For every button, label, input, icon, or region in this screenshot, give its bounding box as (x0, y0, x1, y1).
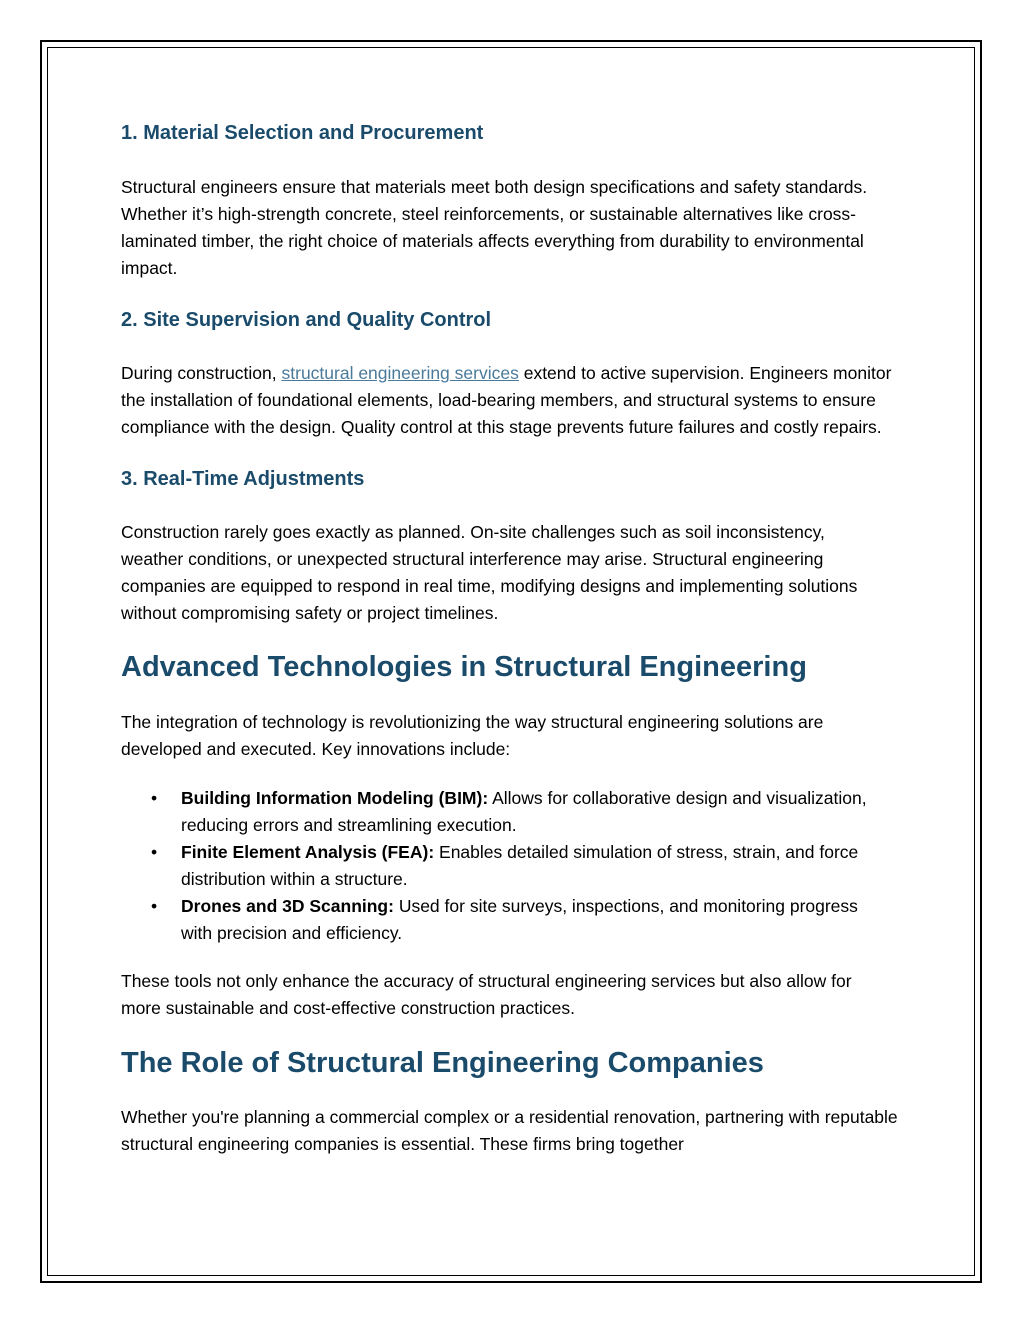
bullet-icon: • (151, 842, 158, 862)
structural-engineering-services-link[interactable]: structural engineering services (281, 363, 519, 383)
section-2-text-after-link: extend to active supervision. Engineers monitor the installation of foundational elements, load-bearing members, and structural systems to ensure compliance with the design. Quality control at this stage prevents future failures and costly repairs. (121, 363, 892, 437)
section-2-heading: 2. Site Supervision and Quality Control (121, 309, 492, 331)
list-item (121, 785, 881, 839)
section-3-heading: 3. Real-Time Adjustments (121, 468, 365, 490)
section-1-heading: 1. Material Selection and Procurement (121, 122, 484, 144)
technology-list (121, 785, 881, 947)
section-1-paragraph: Structural engineers ensure that materials meet both design specifications and safety standards. Whether it’s high-strength concrete, steel reinforcements, or sustainable alternatives like cross-laminated timber, the right choice of materials affects everything from durability to environmental impact. (121, 177, 868, 278)
role-heading: The Role of Structural Engineering Companies (121, 1047, 764, 1079)
role-paragraph: Whether you're planning a commercial complex or a residential renovation, partnering with reputable structural engineering companies is essential. These firms bring together (121, 1107, 898, 1154)
list-item-term: Building Information Modeling (BIM): (181, 788, 489, 808)
list-item-term: Drones and 3D Scanning: (181, 896, 394, 916)
bullet-icon: • (151, 788, 158, 808)
list-item-description: Used for site surveys, inspections, and monitoring progress with precision and efficiency. (181, 896, 858, 943)
bullet-icon: • (151, 896, 158, 916)
advanced-intro-paragraph: The integration of technology is revolutionizing the way structural engineering solutions are developed and executed. Key innovations include: (121, 712, 824, 759)
section-2-paragraph (121, 360, 906, 441)
advanced-outro-paragraph: These tools not only enhance the accuracy of structural engineering services but also allow for more sustainable and cost-effective construction practices. (121, 971, 852, 1018)
list-item (121, 893, 881, 947)
section-2-text-before-link: During construction, (121, 363, 282, 383)
list-item-term: Finite Element Analysis (FEA): (181, 842, 435, 862)
advanced-technologies-heading: Advanced Technologies in Structural Engineering (121, 651, 807, 683)
list-item-description: Allows for collaborative design and visualization, reducing errors and streamlining execution. (181, 788, 867, 835)
list-item-description: Enables detailed simulation of stress, strain, and force distribution within a structure. (181, 842, 859, 889)
section-3-paragraph: Construction rarely goes exactly as planned. On-site challenges such as soil inconsistency, weather conditions, or unexpected structural interference may arise. Structural engineering companies are equipped to respond in real time, modifying designs and implementing solutions without compromising safety or project timelines. (121, 522, 858, 623)
document-content (121, 118, 911, 1158)
list-item (121, 839, 881, 893)
